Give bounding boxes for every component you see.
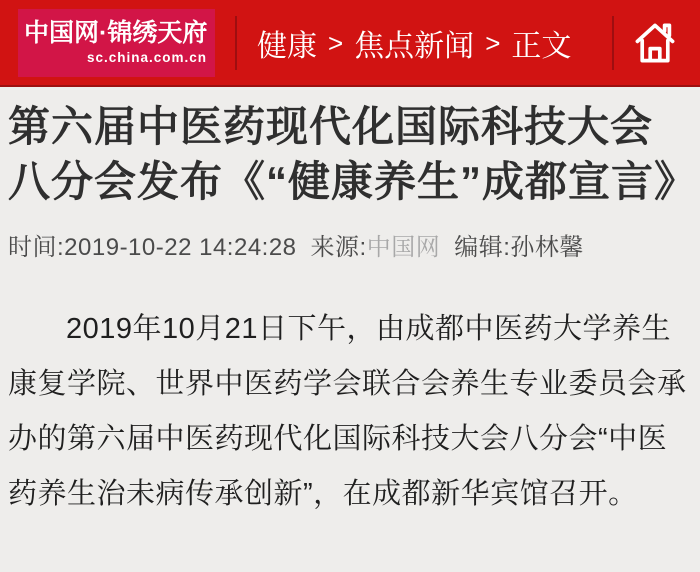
meta-editor-value: 孙林馨 [510, 234, 584, 261]
site-header [0, 0, 700, 87]
home-icon [631, 19, 679, 67]
site-logo[interactable] [18, 9, 215, 77]
home-button[interactable] [630, 18, 680, 68]
breadcrumb [257, 21, 571, 65]
breadcrumb-separator: > [328, 28, 344, 58]
site-logo-url: sc.china.com.cn [86, 49, 207, 65]
meta-editor-label: 编辑: [454, 234, 511, 261]
breadcrumb-item-channel[interactable]: 健康 [257, 29, 317, 63]
article-content [0, 99, 700, 522]
article-meta [8, 227, 690, 262]
breadcrumb-item-section[interactable]: 焦点新闻 [354, 29, 475, 63]
breadcrumb-separator: > [485, 28, 501, 58]
header-divider-left [235, 16, 237, 70]
breadcrumb-item-current: 正文 [511, 29, 572, 63]
site-logo-title: 中国网·锦绣天府 [24, 18, 208, 47]
article-title: 第六届中医药现代化国际科技大会八分会发布《“健康养生”成都宣言》 [8, 103, 698, 205]
meta-source-label: 来源: [310, 234, 367, 261]
header-divider-right [612, 16, 614, 70]
meta-time-label: 时间: [8, 234, 65, 261]
meta-source-value: 中国网 [366, 234, 441, 261]
meta-time-value: 2019-10-22 14:24:28 [64, 234, 297, 261]
article-paragraph: 2019年10月21日下午，由成都中医药大学养生康复学院、世界中医药学会联合会养生专业委员会承办的第六届中医药现代化国际科技大会八分会“中医药养生治未病传承创新”，在成都新华宾馆召开。 [8, 313, 687, 510]
